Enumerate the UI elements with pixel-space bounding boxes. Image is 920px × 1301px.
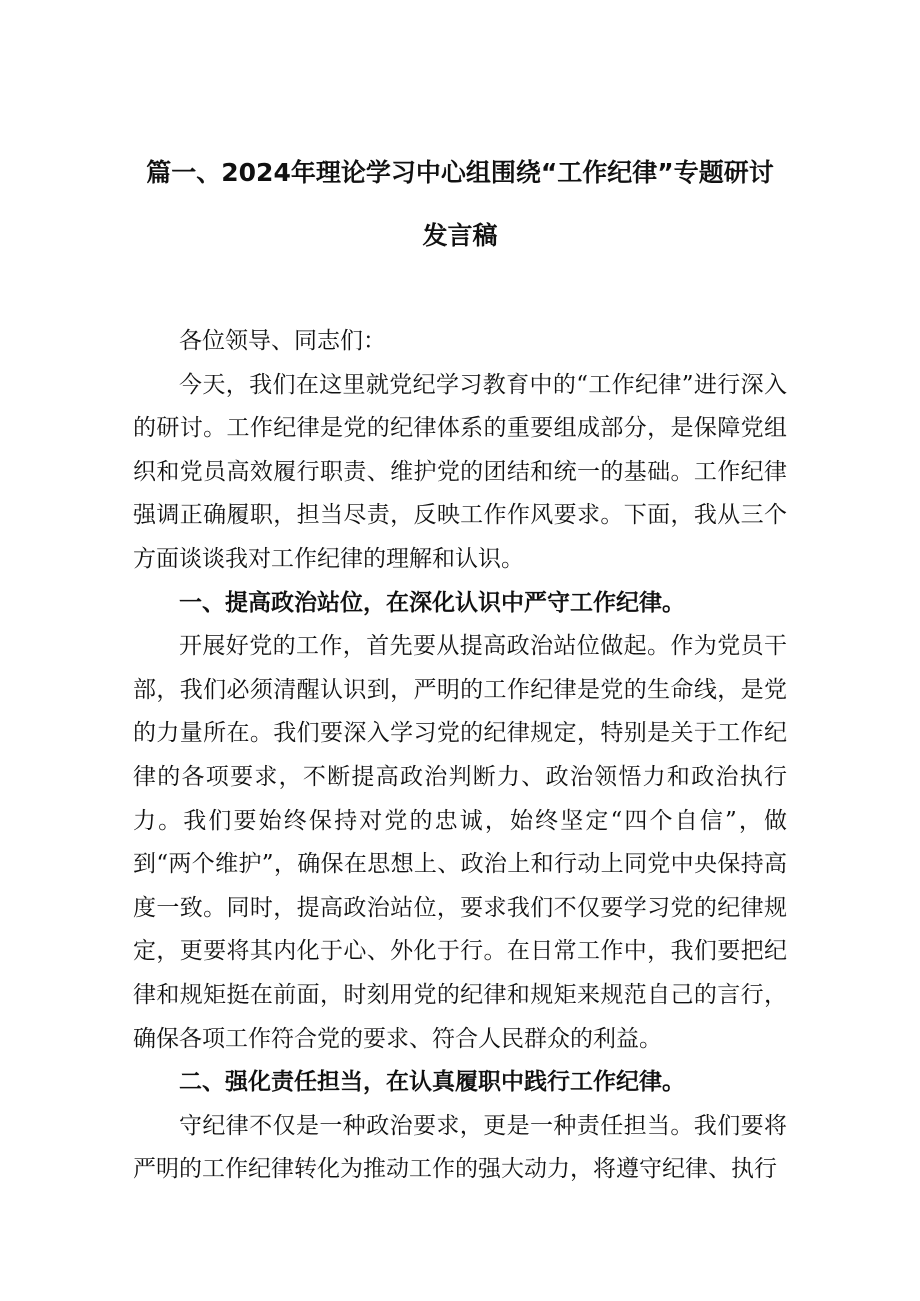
section-2-heading: 二、强化责任担当，在认真履职中践行工作纪律。 xyxy=(179,1069,685,1096)
section-2-paragraph: 守纪律不仅是一种政治要求，更是一种责任担当。我们要将严明的工作纪律转化为推动工作的强大动力，将遵守纪律、执行 xyxy=(133,1112,787,1183)
document-title-line-2: 发言稿 xyxy=(422,221,498,250)
intro-paragraph: 今天，我们在这里就党纪学习教育中的“工作纪律”进行深入的研讨。工作纪律是党的纪律体系的重要组成部分，是保障党组织和党员高效履行职责、维护党的团结和统一的基础。工作纪律强调正确履职，担当尽责，反映工作作风要求。下面，我从三个方面谈谈我对工作纪律的理解和认识。 xyxy=(133,371,787,572)
document-title-line-1: 篇一、2024年理论学习中心组围绕“工作纪律”专题研讨 xyxy=(146,158,774,187)
section-1-heading: 一、提高政治站位，在深化认识中严守工作纪律。 xyxy=(179,589,685,616)
salutation: 各位领导、同志们： xyxy=(179,328,386,354)
section-1-paragraph: 开展好党的工作，首先要从提高政治站位做起。作为党员干部，我们必须清醒认识到，严明的工作纪律是党的生命线，是党的力量所在。我们要深入学习党的纪律规定，特别是关于工作纪律的各项要求，不断提高政治判断力、政治领悟力和政治执行力。我们要始终保持对党的忠诚，始终坚定“四个自信”，做到“两个维护”，确保在思想上、政治上和行动上同党中央保持高度一致。同时，提高政治站位，要求我们不仅要学习党的纪律规定，更要将其内化于心、外化于行。在日常工作中，我们要把纪律和规矩挺在前面，时刻用党的纪律和规矩来规范自己的言行，确保各项工作符合党的要求、符合人民群众的利益。 xyxy=(133,633,787,1052)
document-body xyxy=(133,320,787,1192)
